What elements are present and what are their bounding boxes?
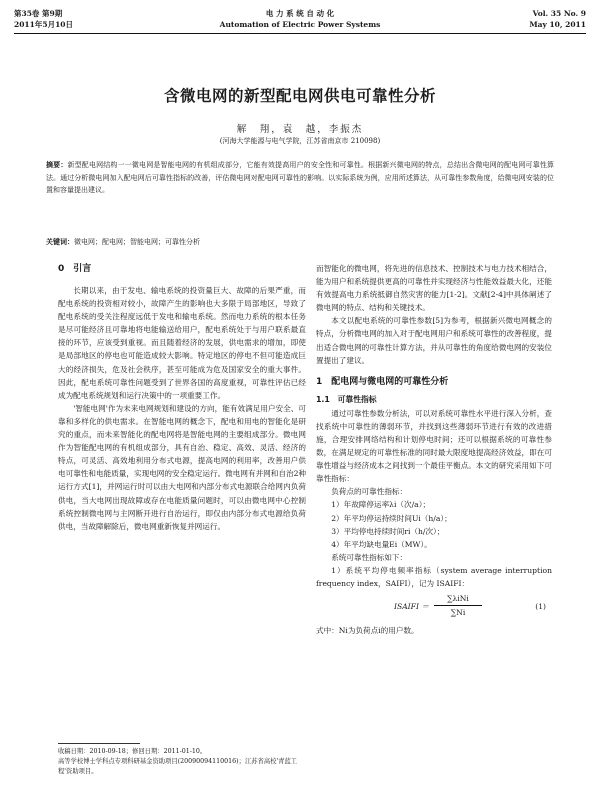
header-right bbox=[529, 8, 586, 30]
list-heading: 负荷点的可靠性指标： bbox=[331, 487, 408, 497]
header-rule bbox=[14, 33, 586, 34]
footnote-funding: 高等学校博士学科点专项科研基金资助项目(20090094110016)；江苏省高校'青蓝工程'资助项目。 bbox=[58, 757, 298, 775]
volume-issue-en: Vol. 35 No. 9 bbox=[532, 9, 586, 18]
abstract-text: 新型配电网结构一一微电网是智能电网的有机组成部分，它能有效提高用户的安全性和可靠性。根据新兴微电网的特点，总结出含微电网的配电网可靠性算法。通过分析微电网加入配电网后可靠性指标的改善，评估微电网对配电网可靠性的影响。以实际系统为例，应用所述算法，从可靠性参数角度，给微电网安装的位置和容量提出建议。 bbox=[46, 161, 555, 195]
running-header bbox=[14, 8, 586, 38]
keywords-label: 关键词： bbox=[46, 238, 74, 246]
list-item: 2）年平均停运持续时间Ui（h/a）； bbox=[331, 513, 452, 523]
section-heading-intro: 0 引言 bbox=[58, 264, 92, 274]
abstract-label: 摘要： bbox=[46, 161, 68, 169]
list-item: 4）年平均缺电量Ei（MW）。 bbox=[331, 539, 432, 549]
right-column bbox=[316, 262, 552, 637]
subsection-heading-1-1: 1.1 可靠性指标 bbox=[316, 394, 377, 404]
paragraph: 通过可靠性参数分析法，可以对系统可靠性水平进行深入分析，查找系统中可靠性的薄弱环节，并找到这些薄弱环节进行有效的改进措施，合理安排网络结构和计划停电时间；还可以根据系统的可靠性参数，在满足规定的可靠性标准的同时最大限度地提高经济效益，即在可靠性增益与经济成本之间找到一个最佳平衡点。本文的研究采用如下可靠性指标： bbox=[316, 408, 552, 484]
paper-title: 含微电网的新型配电网供电可靠性分析 bbox=[163, 87, 436, 105]
equation-denominator: ∑Ni bbox=[450, 608, 466, 618]
journal-title-en: Automation of Electric Power Systems bbox=[219, 20, 381, 29]
footnote-rule bbox=[58, 743, 140, 744]
issue-date-en: May 10, 2011 bbox=[529, 20, 586, 29]
paragraph: 1）系统平均停电频率指标（system average interruption frequency index，SAIFI），记为 ISAIFI： bbox=[316, 565, 552, 588]
list-heading: 系统可靠性指标如下： bbox=[331, 552, 408, 562]
equation-numerator: ∑λiNi bbox=[434, 592, 482, 606]
abstract bbox=[46, 159, 554, 197]
section-heading-1: 1 配电网与微电网的可靠性分析 bbox=[316, 376, 449, 387]
keywords-text: 微电网；配电网；智能电网；可靠性分析 bbox=[74, 238, 200, 246]
footnote bbox=[58, 747, 308, 776]
equation-number: (1) bbox=[535, 602, 546, 612]
issue-date: 2011年5月10日 bbox=[14, 20, 74, 29]
journal-title-cn: 电 力 系 统 自 动 化 bbox=[265, 9, 335, 18]
paragraph: 本文以配电系统的可靠性参数[5]为参考，根据新兴微电网概念的特点，分析微电网的加入对于配电网用户和系统可靠性的改善程度，提出适合微电网的可靠性计算方法，并从可靠性的角度给微电网的安装位置提出了建议。 bbox=[316, 316, 552, 365]
paragraph: 长期以来，由于发电、输电系统的投资量巨大、故障的后果严重，而配电系统的投资相对较小，故障产生的影响也大多限于局部地区，导致了配电系统的受关注程度远低于发电和输电系统。然而电力系统的根本任务是尽可能经济且可靠地将电能输送给用户，配电系统处于与用户联系最直接的环节，应该受到重视。而且随着经济的发展，供电需求的增加，即使是局部地区的停电也可能造成较大影响。特定地区的停电不但可能造成巨大的经济损失，危及社会秩序，甚至可能成为危及国家安全的重大事件。因此，配电系统可靠性问题受到了世界各国的高度重视，可靠性评估已经成为配电系统规划和运行决策中的一项重要工作。 bbox=[58, 286, 306, 400]
footnote-dates: 收稿日期：2010-09-18；修回日期：2011-01-10。 bbox=[58, 748, 207, 755]
left-column bbox=[58, 262, 306, 533]
equation-note: 式中：Ni为负荷点i的用户数。 bbox=[316, 626, 419, 636]
list-item: 3）平均停电持续时间ri（h/次）； bbox=[331, 526, 445, 536]
authors: 解 翔，袁 越，李振杰 bbox=[236, 124, 364, 135]
affiliation: (河海大学能源与电气学院，江苏省南京市 210098) bbox=[219, 137, 381, 145]
volume-issue: 第35卷 第9期 bbox=[14, 9, 63, 18]
equation-lhs: ISAIFI ＝ bbox=[394, 602, 429, 612]
paragraph: '智能电网'作为未来电网规划和建设的方向，能有效满足用户安全、可靠和多样化的供电需求。在智能电网的概念下，配电和用电的智能化是研究的重点，而未来智能化的配电网将是智能电网的主要组成部分。微电网作为智能配电网的有机组成部分，具有自治、稳定、高效、灵活、经济的特点，可灵活、高效地利用分布式电源，提高电网的利用率，改善用户供电可靠性和电能质量，实现电网的安全稳定运行。微电网有并网和自治2种运行方式[1]，并网运行时可以由大电网和内部分布式电源联合给网内负荷供电，当大电网出现故障或存在电能质量问题时，可以由微电网中心控制系统控制微电网与主网断开进行自治运行，即仅由内部分布式电源给负荷供电，当故障解除后，微电网重新恢复并网运行。 bbox=[58, 403, 306, 531]
list-item: 1）年故障停运率λi（次/a）； bbox=[331, 500, 431, 510]
paragraph: 而智能化的微电网，将先进的信息技术、控制技术与电力技术相结合，能为用户和系统提供更高的可靠性并实现经济与性能效益最大化，还能有效提高电力系统抵御自然灾害的能力[1-2]。文献[2-4]中具体阐述了微电网的特点、结构和关键技术。 bbox=[316, 264, 552, 313]
equation-fraction bbox=[434, 592, 482, 619]
equation-1 bbox=[316, 592, 552, 622]
keywords bbox=[46, 236, 554, 248]
header-center bbox=[14, 8, 586, 30]
